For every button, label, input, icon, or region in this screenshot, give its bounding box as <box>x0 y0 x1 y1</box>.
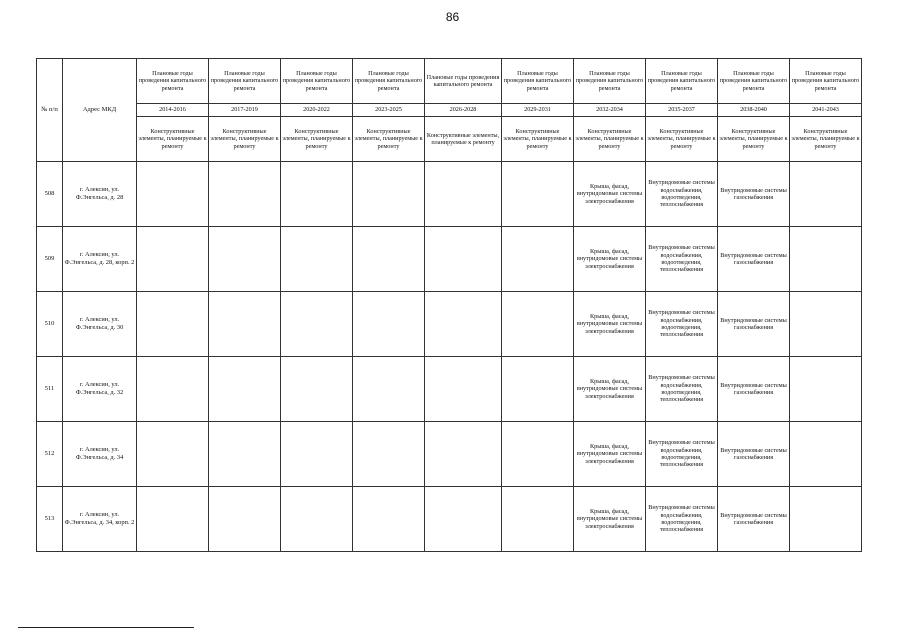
col-header-period: Плановые годы проведения капитального ремонта <box>718 59 790 104</box>
elements-subheader: Конструктивные элементы, планируемые к ремонту <box>502 117 574 162</box>
period-years: 2038-2040 <box>718 104 790 117</box>
period-years: 2020-2022 <box>281 104 353 117</box>
row-number: 512 <box>37 422 63 487</box>
table-cell: Внутридомовые системы газоснабжения <box>718 292 790 357</box>
col-header-period: Плановые годы проведения капитального ремонта <box>209 59 281 104</box>
period-years: 2014-2016 <box>137 104 209 117</box>
table-cell <box>353 227 425 292</box>
table-cell <box>281 487 353 552</box>
elements-subheader: Конструктивные элементы, планируемые к ремонту <box>353 117 425 162</box>
table-cell <box>353 422 425 487</box>
table-cell <box>790 487 862 552</box>
table-cell <box>502 292 574 357</box>
period-years: 2026-2028 <box>425 104 502 117</box>
table-cell <box>281 357 353 422</box>
table-cell <box>281 292 353 357</box>
table-cell: Внутридомовые системы водоснабжения, водоотведения, теплоснабжения <box>646 227 718 292</box>
row-number: 509 <box>37 227 63 292</box>
elements-subheader: Конструктивные элементы, планируемые к ремонту <box>281 117 353 162</box>
table-cell <box>425 422 502 487</box>
row-address: г. Алексин, ул. Ф.Энгельса, д. 28, корп. 2 <box>63 227 137 292</box>
row-address: г. Алексин, ул. Ф.Энгельса, д. 32 <box>63 357 137 422</box>
table-cell <box>209 422 281 487</box>
table-row <box>37 227 862 292</box>
table-cell <box>425 487 502 552</box>
table-cell <box>502 487 574 552</box>
table-cell: Крыша, фасад, внутридомовые системы электроснабжения <box>574 292 646 357</box>
row-address: г. Алексин, ул. Ф.Энгельса, д. 34, корп. 2 <box>63 487 137 552</box>
row-number: 510 <box>37 292 63 357</box>
col-header-period: Плановые годы проведения капитального ремонта <box>137 59 209 104</box>
col-header-period: Плановые годы проведения капитального ремонта <box>646 59 718 104</box>
table-cell <box>502 227 574 292</box>
period-years: 2035-2037 <box>646 104 718 117</box>
page-number: 86 <box>445 10 460 24</box>
col-header-period: Плановые годы проведения капитального ремонта <box>281 59 353 104</box>
period-years: 2032-2034 <box>574 104 646 117</box>
elements-subheader: Конструктивные элементы, планируемые к ремонту <box>425 117 502 162</box>
table-cell: Внутридомовые системы газоснабжения <box>718 422 790 487</box>
period-years: 2041-2043 <box>790 104 862 117</box>
table-cell <box>790 162 862 227</box>
table-row <box>37 162 862 227</box>
header-row-periods <box>37 59 862 104</box>
table-cell: Внутридомовые системы водоснабжения, водоотведения, теплоснабжения <box>646 292 718 357</box>
footnote-separator <box>18 627 194 628</box>
col-header-period: Плановые годы проведения капитального ремонта <box>502 59 574 104</box>
table-cell <box>353 487 425 552</box>
table-cell <box>502 162 574 227</box>
elements-subheader: Конструктивные элементы, планируемые к ремонту <box>209 117 281 162</box>
table-cell <box>209 487 281 552</box>
col-header-period: Плановые годы проведения капитального ремонта <box>353 59 425 104</box>
table-cell <box>790 292 862 357</box>
table-cell <box>209 162 281 227</box>
table-cell <box>790 422 862 487</box>
col-header-period: Плановые годы проведения капитального ремонта <box>790 59 862 104</box>
table-cell <box>137 292 209 357</box>
table-cell <box>137 162 209 227</box>
table-cell <box>209 357 281 422</box>
table-row <box>37 422 862 487</box>
table-cell <box>425 357 502 422</box>
table-cell <box>209 227 281 292</box>
table-cell: Крыша, фасад, внутридомовые системы электроснабжения <box>574 422 646 487</box>
table-row <box>37 292 862 357</box>
elements-subheader: Конструктивные элементы, планируемые к ремонту <box>137 117 209 162</box>
row-address: г. Алексин, ул. Ф.Энгельса, д. 34 <box>63 422 137 487</box>
table-cell: Внутридомовые системы газоснабжения <box>718 357 790 422</box>
row-number: 513 <box>37 487 63 552</box>
col-header-period: Плановые годы проведения капитального ремонта <box>574 59 646 104</box>
period-years: 2017-2019 <box>209 104 281 117</box>
elements-subheader: Конструктивные элементы, планируемые к ремонту <box>718 117 790 162</box>
table-cell: Крыша, фасад, внутридомовые системы электроснабжения <box>574 357 646 422</box>
table-cell: Внутридомовые системы водоснабжения, водоотведения, теплоснабжения <box>646 487 718 552</box>
period-years: 2023-2025 <box>353 104 425 117</box>
table-cell: Внутридомовые системы газоснабжения <box>718 162 790 227</box>
period-years: 2029-2031 <box>502 104 574 117</box>
row-number: 508 <box>37 162 63 227</box>
table-cell <box>137 227 209 292</box>
table-cell: Внутридомовые системы водоснабжения, водоотведения, теплоснабжения <box>646 357 718 422</box>
table-cell <box>502 422 574 487</box>
table-cell: Внутридомовые системы газоснабжения <box>718 227 790 292</box>
elements-subheader: Конструктивные элементы, планируемые к ремонту <box>574 117 646 162</box>
table-cell <box>353 292 425 357</box>
table-row <box>37 487 862 552</box>
repair-schedule-table <box>36 58 862 552</box>
table-cell <box>137 357 209 422</box>
table-cell <box>425 292 502 357</box>
table-cell <box>209 292 281 357</box>
row-address: г. Алексин, ул. Ф.Энгельса, д. 30 <box>63 292 137 357</box>
table-cell <box>281 162 353 227</box>
table-cell <box>281 422 353 487</box>
table-cell <box>281 227 353 292</box>
table-cell <box>790 357 862 422</box>
table-cell: Внутридомовые системы водоснабжения, водоотведения, теплоснабжения <box>646 162 718 227</box>
table-cell: Крыша, фасад, внутридомовые системы электроснабжения <box>574 227 646 292</box>
table-cell <box>137 422 209 487</box>
table-cell: Крыша, фасад, внутридомовые системы электроснабжения <box>574 487 646 552</box>
table-cell <box>425 227 502 292</box>
row-address: г. Алексин, ул. Ф.Энгельса, д. 28 <box>63 162 137 227</box>
table-cell: Крыша, фасад, внутридомовые системы электроснабжения <box>574 162 646 227</box>
table-cell <box>353 162 425 227</box>
table-row <box>37 357 862 422</box>
col-header-num: № п/п <box>37 59 63 162</box>
elements-subheader: Конструктивные элементы, планируемые к ремонту <box>790 117 862 162</box>
elements-subheader: Конструктивные элементы, планируемые к ремонту <box>646 117 718 162</box>
header-row-elements <box>37 117 862 162</box>
table-cell <box>502 357 574 422</box>
header-row-years <box>37 104 862 117</box>
col-header-address: Адрес МКД <box>63 59 137 162</box>
table-cell <box>790 227 862 292</box>
table-cell: Внутридомовые системы газоснабжения <box>718 487 790 552</box>
col-header-period: Плановые годы проведения капитального ремонта <box>425 59 502 104</box>
table-cell <box>425 162 502 227</box>
table-cell <box>353 357 425 422</box>
row-number: 511 <box>37 357 63 422</box>
table-cell <box>137 487 209 552</box>
table-cell: Внутридомовые системы водоснабжения, водоотведения, теплоснабжения <box>646 422 718 487</box>
